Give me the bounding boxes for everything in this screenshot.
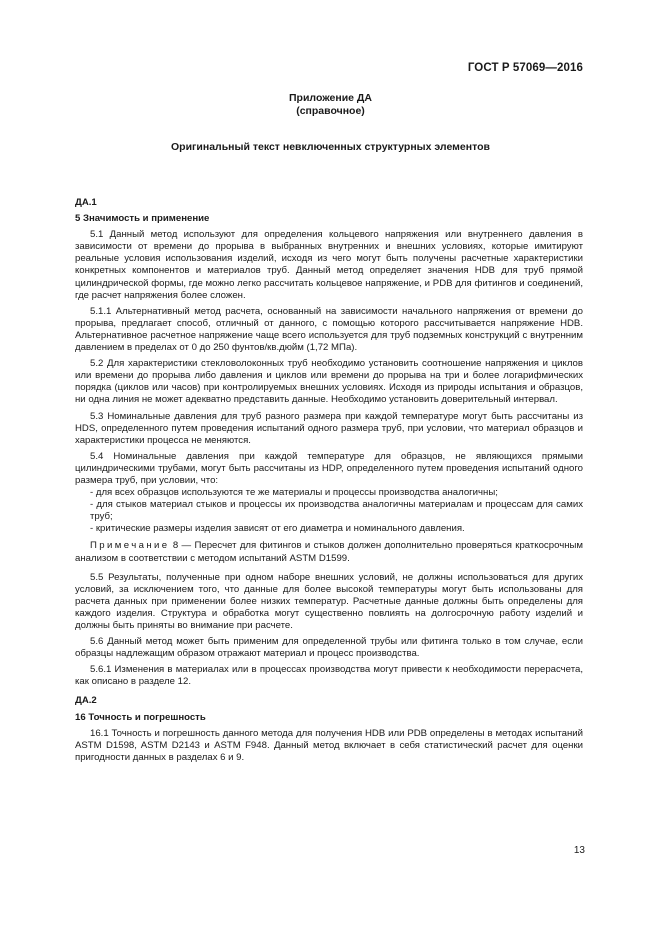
paragraph-16-1: 16.1 Точность и погрешность данного метода для получения HDB или PDB определены в методах испытаний ASTM D1598, ASTM D2143 и ASTM F948. Данный метод включает в себя статистический расчет для оценки пригодности данных в разделах 6 и 9. [75, 727, 583, 763]
list-item: - для всех образцов используются те же материалы и процессы производства аналогичны; [90, 487, 498, 499]
page-title: Оригинальный текст невключенных структурных элементов [171, 141, 490, 153]
paragraph-5-2: 5.2 Для характеристики стекловолоконных труб необходимо установить соотношение напряжения и циклов или времени до прорыва либо давления и циклов или времени до прорыва на три и более логарифмических порядка (циклов или часов) при контролируемых внешних условиях. Исходя из природы испытания и образцов, ни одна линия не может адекватно представить данные. Необходимо установить доверительный интервал. [75, 358, 583, 406]
section-code-da2: ДА.2 [75, 695, 97, 707]
annex-subtitle: (справочное) [296, 105, 365, 117]
section-heading-5: 5 Значимость и применение [75, 213, 210, 225]
page-number: 13 [573, 845, 585, 856]
paragraph-5-4: 5.4 Номинальные давления при каждой температуре для образцов, не являющихся прямыми цилиндрическими трубами, могут быть рассчитаны из HDP, определенного путем проведения испытаний одного размера труб, при условии, что: [75, 450, 583, 486]
paragraph-5-5: 5.5 Результаты, полученные при одном наборе внешних условий, не должны использоваться для других условий, за исключением того, что данные для более высокой температуры могут быть использованы для расчета данных при применении более низких температур. Расчетные данные должны быть определены для каждого изделия. Структура и обработка могут существенно повлиять на долгосрочную работу изделий и должны быть приняты во внимание при расчете. [75, 571, 583, 631]
standard-designation: ГОСТ Р 57069—2016 [467, 62, 583, 74]
paragraph-5-6: 5.6 Данный метод может быть применим для определенной трубы или фитинга только в том случае, если образцы надлежащим образом отражают материал и процесс производства. [75, 636, 583, 660]
section-code-da1: ДА.1 [75, 197, 97, 208]
document-body [75, 197, 583, 764]
note-text: 8 — Пересчет для фитингов и стыков должен дополнительно проверяться краткосрочным анализом в соответствии с методом испытаний ASTM D1599. [75, 540, 583, 564]
paragraph-5-1-1: 5.1.1 Альтернативный метод расчета, основанный на зависимости начального напряжения от времени до прорыва, предлагает способ, отличный от данного, с помощью которого рассчитывается напряжение HDB. Альтернативное расчетное напряжение чаще всего используется для труб подземных конструкций с внутренним давлением в пределах от 0 до 250 фунтов/кв.дюйм (1,72 МПа). [75, 305, 583, 354]
paragraph-5-1: 5.1 Данный метод используют для определения кольцевого напряжения или внутреннего давления в зависимости от времени до прорыва в выбранных внутренних и внешних условиях, которые имитируют реальные условия использования изделий, исходя из чего могут быть получены расчетные характеристики конкретных компонентов и материалов труб. Данный метод определяет значения HDB для труб прямой цилиндрической формы, где можно легко рассчитать кольцевое напряжение, и PDB для фитингов и соединений, где расчет напряжения более сложен. [75, 229, 583, 301]
paragraph-5-6-1: 5.6.1 Изменения в материалах или в процессах производства могут привести к необходимости перерасчета, как описано в разделе 12. [75, 664, 583, 688]
list-item: - для стыков материал стыков и процессы их производства аналогичны материалам и процессам для самих труб; [90, 499, 583, 523]
section-heading-16: 16 Точность и погрешность [75, 711, 206, 723]
note [75, 540, 583, 564]
annex-title: Приложение ДА [289, 92, 372, 104]
paragraph-5-3: 5.3 Номинальные давления для труб разного размера при каждой температуре могут быть рассчитаны из HDS, определенного путем проведения испытаний одного размера труб, при условии, что материал образцов и характеристики процесса не меняются. [75, 410, 583, 446]
list-item: - критические размеры изделия зависят от его диаметра и номинального давления. [90, 523, 465, 535]
note-label: Примечание [90, 540, 170, 552]
annex-heading [0, 92, 661, 118]
